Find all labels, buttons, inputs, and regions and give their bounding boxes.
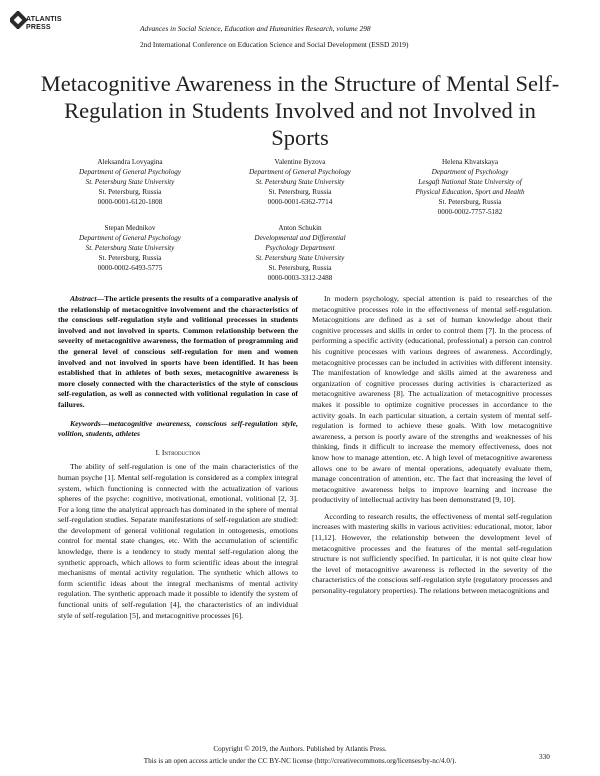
abstract [58,294,298,411]
author-dept: Developmental and Differential [254,234,346,242]
page-number: 330 [539,753,550,761]
author-city: St. Petersburg, Russia [268,188,332,196]
author-name: Anton Schukin [278,224,322,232]
author-block [380,157,560,217]
paper-title: Metacognitive Awareness in the Structure of Mental Self-Regulation in Students Involved and not Involved in Sports [40,71,560,150]
paragraph: The ability of self-regulation is one of the main characteristics of the human psyche [1]. Mental self-regulation is considered as a complex integral system, which functioning is connected with the actualization of various spheres of the psyche: cognitive, motivational, emotional, volitional [2, 3]. For a long time the analytical approach has dominated in the sphere of mental self-regulation studies. Separate manifestations of self-regulation are studied: the development of general volitional regulation in ontogenesis, emotions control for mental state changes, etc. With the accumulation of scientific knowledge, there is a tendency to study mental self-regulation along the synthetic approach, which allows to form scientific ideas about the integral mechanisms of mental activity regulation. The synthetic which allows to form scientific ideas about the integral mechanisms of mental activity regulation. The synthetic approach made it possible to identify the system of functional units of self-regulation [4], the characteristics of an individual style of self-regulation [5], and metacognitive processes [6]. [58,462,298,620]
author-block [210,223,390,283]
author-orcid: 0000-0001-6120-1808 [97,198,163,206]
abstract-text: The article presents the results of a comparative analysis of the relationship of metacognitive involvement and the characteristics of the conscious self-regulation style and volitional processes in students involved and not involved in sports. Common relationship between the severity of metacognitive awareness, the formation of programming and the general level of conscious self-regulation for men and women involved and not involved in sports have been identified. It has been established that in athletes of both sexes, metacognitive awareness is more closely connected with the characteristics of the style of conscious self-regulation, as well as connected with volitional regulation in case of failures. [58,294,298,409]
section-heading [58,448,298,459]
author-block [210,157,390,207]
author-name: Valentine Byzova [274,158,326,166]
author-city: St. Petersburg, Russia [98,188,162,196]
author-name: Helena Khvatskaya [441,158,499,166]
author-dept: Department of General Psychology [249,168,351,176]
author-univ2: Physical Education, Sport and Health [415,188,525,196]
author-univ: St. Petersburg State University [85,244,175,252]
publisher-logo [10,10,70,40]
section-number: I. [155,447,160,457]
logo-line2: PRESS [26,24,51,31]
author-city: St. Petersburg, Russia [438,198,502,206]
author-univ: Lesgaft National State University of [418,178,522,186]
logo-line1: ATLANTIS [26,16,62,23]
keywords [58,419,298,440]
keywords-label: Keywords— [70,418,109,428]
author-univ: St. Petersburg State University [85,178,175,186]
license: This is an open access article under the CC BY-NC license (http://creativecommons.org/licenses/by-nc/4.0/). [143,757,457,765]
right-column [312,294,552,597]
author-dept: Department of Psychology [431,168,509,176]
author-dept: Department of General Psychology [79,234,181,242]
author-dept: Department of General Psychology [79,168,181,176]
author-block [40,157,220,207]
author-orcid: 0000-0002-6493-5775 [97,264,163,272]
author-orcid: 0000-0003-3312-2488 [267,274,333,282]
abstract-label: Abstract— [70,294,105,303]
copyright: Copyright © 2019, the Authors. Published by Atlantis Press. [213,745,387,753]
author-city: St. Petersburg, Russia [268,264,332,272]
series-title: Advances in Social Science, Education and Humanities Research, volume 298 [140,24,371,33]
section-title: Introduction [161,447,201,457]
keywords-text: metacognitive awareness, conscious self-regulation style, volition, students, athletes [58,418,298,439]
paragraph: According to research results, the effectiveness of mental self-regulation increases with mastering skills in various activities: educational, motor, labor [11,12]. However, the relationship between the development level of metacognitive processes and the features of the mental self-regulation structure is not sufficiently specified. In particular, it is not quite clear how the level of metacognitive awareness is reflected in the severity of the characteristics of the conscious self-regulation style (regulatory processes and personality-regulatory properties). The relations between metacognitions and [312,511,552,596]
author-name: Stepan Mednikov [104,224,156,232]
left-column [58,294,298,621]
author-orcid: 0000-0002-7757-5182 [437,208,503,216]
paragraph: In modern psychology, special attention is paid to researches of the metacognitive processes role in the effectiveness of mental self-regulation. Metacognitions are defined as a set of human knowledge about their cognitive processes and skills in order to control them [7]. In the process of performing a specific activity (educational, professional) a person can control his cognitive processes with various degrees of awareness. Accordingly, metacognitive processes can be included in activities with different intensity. The manifestation of knowledge and skills aimed at the awareness and organization of cognitive processes during activities is characterized as metacognitive awareness [8]. The actualization of metacognitive processes makes it possible to optimize cognitive processes in accordance to the activity goals. In each particular situation, a certain system of mental self-regulation is formed to achieve these goals. With low metacognitive awareness, a person is poorly aware of the strengths and weaknesses of his thinking, finds it difficult to increase the memory effectiveness, does not know how to manage attention, etc. A high level of metacognitive awareness allows one to be aware of mental operations, adequately evaluate them, manage concentration of attention, etc. The fact that increasing the level of metacognitive awareness helps to improve learning and increase the productivity of intellectual activity has been demonstrated [9, 10]. [312,294,552,505]
author-name: Aleksandra Lovyagina [97,158,163,166]
author-orcid: 0000-0001-6362-7714 [267,198,333,206]
author-block [40,223,220,273]
author-univ: St. Petersburg State University [255,178,345,186]
author-univ: St. Petersburg State University [255,254,345,262]
author-dept2: Psychology Department [265,244,335,252]
author-city: St. Petersburg, Russia [98,254,162,262]
conference-title: 2nd International Conference on Education Science and Social Development (ESSD 2019) [140,40,409,49]
